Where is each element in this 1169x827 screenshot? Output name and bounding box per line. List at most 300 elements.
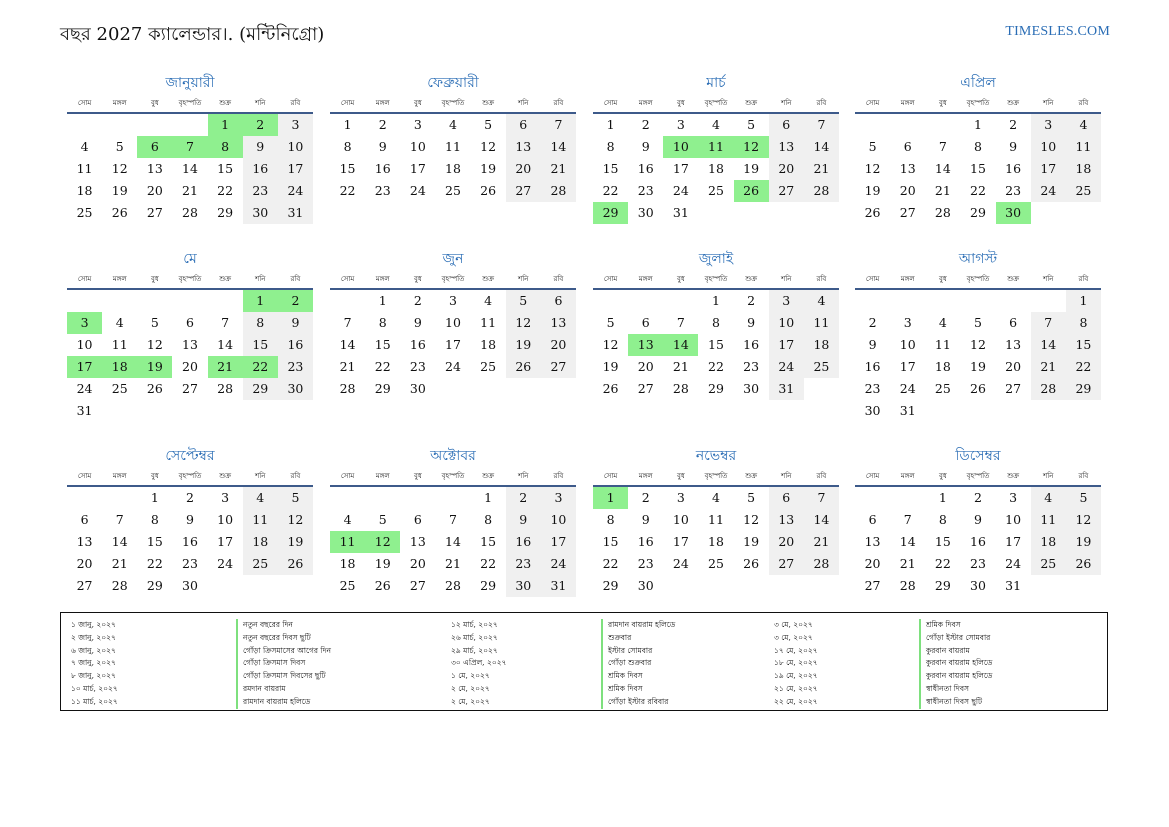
day-cell[interactable]: 21: [899, 556, 916, 571]
day-cell[interactable]: 21: [445, 556, 461, 571]
day-cell[interactable]: 14: [217, 337, 234, 352]
day-cell[interactable]: 29: [708, 381, 724, 396]
day-cell[interactable]: 19: [970, 359, 986, 374]
day-cell[interactable]: 17: [445, 337, 461, 352]
day-cell[interactable]: 4: [484, 293, 493, 308]
holiday-day-cell[interactable]: 26: [734, 180, 769, 202]
day-cell[interactable]: 27: [76, 578, 93, 593]
day-cell[interactable]: 16: [637, 534, 654, 549]
day-cell[interactable]: 6: [541, 290, 576, 312]
day-cell[interactable]: 17: [672, 161, 689, 176]
day-cell[interactable]: 5: [378, 512, 387, 527]
day-cell[interactable]: 18: [804, 334, 839, 356]
day-cell[interactable]: 4: [712, 490, 720, 505]
day-cell[interactable]: 24: [672, 183, 689, 198]
day-cell[interactable]: 4: [804, 290, 839, 312]
day-cell[interactable]: 9: [1009, 139, 1018, 154]
day-cell[interactable]: 19: [743, 161, 760, 176]
day-cell[interactable]: 12: [480, 139, 497, 154]
day-cell[interactable]: 24: [899, 381, 916, 396]
holiday-day-cell[interactable]: 29: [593, 202, 628, 224]
holiday-day-cell[interactable]: 1: [243, 290, 278, 312]
day-cell[interactable]: 25: [708, 183, 724, 198]
day-cell[interactable]: 8: [243, 312, 278, 334]
day-cell[interactable]: 1: [606, 117, 615, 132]
day-cell[interactable]: 8: [484, 512, 493, 527]
day-cell[interactable]: 22: [602, 556, 619, 571]
day-cell[interactable]: 5: [278, 487, 313, 509]
day-cell[interactable]: 25: [76, 205, 93, 220]
day-cell[interactable]: 26: [480, 183, 497, 198]
day-cell[interactable]: 23: [409, 359, 426, 374]
day-cell[interactable]: 24: [1005, 556, 1022, 571]
day-cell[interactable]: 8: [606, 139, 615, 154]
day-cell[interactable]: 27: [864, 578, 881, 593]
day-cell[interactable]: 14: [804, 136, 839, 158]
day-cell[interactable]: 23: [970, 556, 986, 571]
day-cell[interactable]: 15: [374, 337, 391, 352]
day-cell[interactable]: 4: [343, 512, 352, 527]
day-cell[interactable]: 20: [1005, 359, 1022, 374]
day-cell[interactable]: 12: [864, 161, 881, 176]
holiday-day-cell[interactable]: 13: [628, 334, 663, 356]
day-cell[interactable]: 28: [182, 205, 198, 220]
day-cell[interactable]: 23: [864, 381, 881, 396]
day-cell[interactable]: 16: [409, 337, 426, 352]
day-cell[interactable]: 19: [506, 334, 541, 356]
day-cell[interactable]: 26: [146, 381, 163, 396]
day-cell[interactable]: 21: [672, 359, 689, 374]
day-cell[interactable]: 27: [409, 578, 426, 593]
day-cell[interactable]: 16: [374, 161, 391, 176]
day-cell[interactable]: 16: [243, 158, 278, 180]
day-cell[interactable]: 20: [769, 531, 804, 553]
day-cell[interactable]: 30: [182, 578, 198, 593]
day-cell[interactable]: 2: [747, 293, 756, 308]
day-cell[interactable]: 2: [641, 490, 650, 505]
holiday-day-cell[interactable]: 2: [278, 290, 313, 312]
day-cell[interactable]: 1: [974, 117, 982, 132]
day-cell[interactable]: 7: [676, 315, 685, 330]
holiday-day-cell[interactable]: 14: [663, 334, 698, 356]
day-cell[interactable]: 28: [339, 381, 356, 396]
day-cell[interactable]: 16: [864, 359, 881, 374]
day-cell[interactable]: 2: [868, 315, 877, 330]
day-cell[interactable]: 2: [186, 490, 194, 505]
day-cell[interactable]: 28: [899, 578, 916, 593]
day-cell[interactable]: 24: [445, 359, 461, 374]
day-cell[interactable]: 26: [743, 556, 760, 571]
day-cell[interactable]: 4: [80, 139, 89, 154]
day-cell[interactable]: 8: [938, 512, 947, 527]
day-cell[interactable]: 21: [541, 158, 576, 180]
day-cell[interactable]: 31: [76, 403, 93, 418]
day-cell[interactable]: 2: [1009, 117, 1018, 132]
day-cell[interactable]: 6: [868, 512, 877, 527]
day-cell[interactable]: 30: [637, 578, 654, 593]
day-cell[interactable]: 25: [339, 578, 356, 593]
day-cell[interactable]: 9: [378, 139, 387, 154]
day-cell[interactable]: 1: [150, 490, 159, 505]
day-cell[interactable]: 23: [278, 356, 313, 378]
holiday-day-cell[interactable]: 7: [172, 136, 207, 158]
day-cell[interactable]: 19: [743, 534, 760, 549]
day-cell[interactable]: 6: [80, 512, 89, 527]
holiday-day-cell[interactable]: 30: [996, 202, 1031, 224]
day-cell[interactable]: 28: [217, 381, 234, 396]
day-cell[interactable]: 28: [445, 578, 461, 593]
day-cell[interactable]: 7: [115, 512, 124, 527]
day-cell[interactable]: 30: [243, 202, 278, 224]
day-cell[interactable]: 11: [480, 315, 497, 330]
day-cell[interactable]: 30: [864, 403, 881, 418]
day-cell[interactable]: 19: [602, 359, 619, 374]
day-cell[interactable]: 27: [146, 205, 163, 220]
day-cell[interactable]: 6: [1009, 315, 1018, 330]
day-cell[interactable]: 5: [974, 315, 982, 330]
day-cell[interactable]: 30: [278, 378, 313, 400]
day-cell[interactable]: 8: [150, 512, 159, 527]
day-cell[interactable]: 4: [712, 117, 720, 132]
day-cell[interactable]: 16: [970, 534, 986, 549]
day-cell[interactable]: 21: [804, 158, 839, 180]
day-cell[interactable]: 20: [506, 158, 541, 180]
day-cell[interactable]: 8: [606, 512, 615, 527]
day-cell[interactable]: 3: [413, 117, 422, 132]
day-cell[interactable]: 26: [602, 381, 619, 396]
day-cell[interactable]: 29: [217, 205, 234, 220]
day-cell[interactable]: 30: [743, 381, 760, 396]
day-cell[interactable]: 27: [769, 553, 804, 575]
day-cell[interactable]: 14: [445, 534, 461, 549]
day-cell[interactable]: 26: [864, 205, 881, 220]
day-cell[interactable]: 5: [606, 315, 615, 330]
day-cell[interactable]: 15: [1066, 334, 1101, 356]
day-cell[interactable]: 18: [934, 359, 951, 374]
day-cell[interactable]: 7: [938, 139, 947, 154]
day-cell[interactable]: 11: [1066, 136, 1101, 158]
day-cell[interactable]: 3: [1031, 114, 1066, 136]
day-cell[interactable]: 17: [278, 158, 313, 180]
day-cell[interactable]: 25: [445, 183, 461, 198]
day-cell[interactable]: 28: [541, 180, 576, 202]
day-cell[interactable]: 4: [449, 117, 457, 132]
day-cell[interactable]: 16: [506, 531, 541, 553]
day-cell[interactable]: 19: [480, 161, 497, 176]
holiday-day-cell[interactable]: 8: [208, 136, 243, 158]
day-cell[interactable]: 3: [676, 117, 685, 132]
day-cell[interactable]: 4: [1031, 487, 1066, 509]
day-cell[interactable]: 14: [541, 136, 576, 158]
day-cell[interactable]: 14: [111, 534, 128, 549]
holiday-day-cell[interactable]: 2: [243, 114, 278, 136]
day-cell[interactable]: 5: [506, 290, 541, 312]
holiday-day-cell[interactable]: 18: [102, 356, 137, 378]
day-cell[interactable]: 2: [378, 117, 387, 132]
day-cell[interactable]: 3: [903, 315, 912, 330]
day-cell[interactable]: 26: [111, 205, 128, 220]
day-cell[interactable]: 23: [743, 359, 760, 374]
day-cell[interactable]: 4: [1066, 114, 1101, 136]
day-cell[interactable]: 1: [712, 293, 720, 308]
day-cell[interactable]: 10: [769, 312, 804, 334]
day-cell[interactable]: 7: [541, 114, 576, 136]
day-cell[interactable]: 20: [409, 556, 426, 571]
day-cell[interactable]: 10: [899, 337, 916, 352]
day-cell[interactable]: 2: [413, 293, 422, 308]
day-cell[interactable]: 16: [743, 337, 760, 352]
day-cell[interactable]: 11: [76, 161, 93, 176]
day-cell[interactable]: 10: [278, 136, 313, 158]
day-cell[interactable]: 6: [641, 315, 650, 330]
day-cell[interactable]: 26: [278, 553, 313, 575]
day-cell[interactable]: 3: [1009, 490, 1018, 505]
holiday-day-cell[interactable]: 10: [663, 136, 698, 158]
day-cell[interactable]: 27: [899, 205, 916, 220]
day-cell[interactable]: 22: [146, 556, 163, 571]
day-cell[interactable]: 25: [111, 381, 128, 396]
day-cell[interactable]: 16: [637, 161, 654, 176]
day-cell[interactable]: 13: [864, 534, 881, 549]
day-cell[interactable]: 20: [76, 556, 93, 571]
day-cell[interactable]: 19: [278, 531, 313, 553]
day-cell[interactable]: 3: [769, 290, 804, 312]
day-cell[interactable]: 15: [217, 161, 234, 176]
day-cell[interactable]: 31: [541, 575, 576, 597]
day-cell[interactable]: 7: [1031, 312, 1066, 334]
day-cell[interactable]: 12: [970, 337, 986, 352]
day-cell[interactable]: 4: [243, 487, 278, 509]
day-cell[interactable]: 22: [339, 183, 356, 198]
day-cell[interactable]: 17: [541, 531, 576, 553]
day-cell[interactable]: 5: [150, 315, 159, 330]
day-cell[interactable]: 15: [934, 534, 951, 549]
day-cell[interactable]: 18: [339, 556, 356, 571]
day-cell[interactable]: 23: [182, 556, 198, 571]
day-cell[interactable]: 20: [899, 183, 916, 198]
day-cell[interactable]: 27: [182, 381, 198, 396]
day-cell[interactable]: 25: [243, 553, 278, 575]
day-cell[interactable]: 11: [243, 509, 278, 531]
day-cell[interactable]: 6: [186, 315, 194, 330]
day-cell[interactable]: 25: [480, 359, 497, 374]
day-cell[interactable]: 22: [1066, 356, 1101, 378]
day-cell[interactable]: 4: [115, 315, 124, 330]
day-cell[interactable]: 20: [864, 556, 881, 571]
day-cell[interactable]: 18: [1066, 158, 1101, 180]
day-cell[interactable]: 15: [602, 534, 619, 549]
day-cell[interactable]: 30: [409, 381, 426, 396]
day-cell[interactable]: 29: [970, 205, 986, 220]
day-cell[interactable]: 8: [343, 139, 352, 154]
day-cell[interactable]: 5: [747, 117, 756, 132]
day-cell[interactable]: 12: [1066, 509, 1101, 531]
day-cell[interactable]: 3: [278, 114, 313, 136]
day-cell[interactable]: 5: [747, 490, 756, 505]
day-cell[interactable]: 10: [1005, 512, 1022, 527]
day-cell[interactable]: 24: [76, 381, 93, 396]
day-cell[interactable]: 9: [641, 512, 650, 527]
day-cell[interactable]: 17: [217, 534, 234, 549]
day-cell[interactable]: 22: [480, 556, 497, 571]
day-cell[interactable]: 22: [708, 359, 724, 374]
day-cell[interactable]: 13: [146, 161, 163, 176]
day-cell[interactable]: 18: [1031, 531, 1066, 553]
day-cell[interactable]: 10: [1031, 136, 1066, 158]
day-cell[interactable]: 12: [743, 512, 760, 527]
day-cell[interactable]: 17: [409, 161, 426, 176]
day-cell[interactable]: 7: [343, 315, 352, 330]
day-cell[interactable]: 23: [243, 180, 278, 202]
holiday-day-cell[interactable]: 12: [734, 136, 769, 158]
day-cell[interactable]: 13: [76, 534, 93, 549]
day-cell[interactable]: 12: [506, 312, 541, 334]
day-cell[interactable]: 8: [378, 315, 387, 330]
day-cell[interactable]: 19: [111, 183, 128, 198]
day-cell[interactable]: 13: [182, 337, 198, 352]
day-cell[interactable]: 31: [899, 403, 916, 418]
day-cell[interactable]: 27: [541, 356, 576, 378]
day-cell[interactable]: 13: [769, 509, 804, 531]
holiday-day-cell[interactable]: 1: [593, 487, 628, 509]
day-cell[interactable]: 8: [1066, 312, 1101, 334]
day-cell[interactable]: 28: [804, 553, 839, 575]
day-cell[interactable]: 21: [804, 531, 839, 553]
day-cell[interactable]: 17: [769, 334, 804, 356]
day-cell[interactable]: 5: [868, 139, 877, 154]
day-cell[interactable]: 25: [934, 381, 951, 396]
day-cell[interactable]: 18: [480, 337, 497, 352]
day-cell[interactable]: 9: [243, 136, 278, 158]
day-cell[interactable]: 14: [804, 509, 839, 531]
day-cell[interactable]: 5: [1066, 487, 1101, 509]
day-cell[interactable]: 23: [637, 556, 654, 571]
day-cell[interactable]: 23: [637, 183, 654, 198]
day-cell[interactable]: 21: [111, 556, 128, 571]
day-cell[interactable]: 7: [221, 315, 230, 330]
day-cell[interactable]: 11: [708, 512, 724, 527]
day-cell[interactable]: 11: [1031, 509, 1066, 531]
day-cell[interactable]: 15: [602, 161, 619, 176]
day-cell[interactable]: 25: [1066, 180, 1101, 202]
day-cell[interactable]: 18: [708, 161, 724, 176]
day-cell[interactable]: 3: [541, 487, 576, 509]
day-cell[interactable]: 5: [484, 117, 493, 132]
day-cell[interactable]: 20: [637, 359, 654, 374]
day-cell[interactable]: 16: [182, 534, 198, 549]
day-cell[interactable]: 24: [672, 556, 689, 571]
day-cell[interactable]: 26: [506, 356, 541, 378]
day-cell[interactable]: 17: [672, 534, 689, 549]
holiday-day-cell[interactable]: 12: [365, 531, 400, 553]
holiday-day-cell[interactable]: 11: [698, 136, 733, 158]
day-cell[interactable]: 26: [374, 578, 391, 593]
day-cell[interactable]: 1: [484, 490, 493, 505]
day-cell[interactable]: 28: [804, 180, 839, 202]
day-cell[interactable]: 30: [970, 578, 986, 593]
day-cell[interactable]: 20: [541, 334, 576, 356]
day-cell[interactable]: 10: [445, 315, 461, 330]
day-cell[interactable]: 9: [278, 312, 313, 334]
day-cell[interactable]: 22: [374, 359, 391, 374]
day-cell[interactable]: 6: [413, 512, 422, 527]
day-cell[interactable]: 14: [934, 161, 951, 176]
day-cell[interactable]: 1: [378, 293, 387, 308]
day-cell[interactable]: 13: [541, 312, 576, 334]
holiday-day-cell[interactable]: 22: [243, 356, 278, 378]
day-cell[interactable]: 1: [1066, 290, 1101, 312]
day-cell[interactable]: 29: [243, 378, 278, 400]
day-cell[interactable]: 19: [1066, 531, 1101, 553]
day-cell[interactable]: 13: [409, 534, 426, 549]
day-cell[interactable]: 1: [938, 490, 947, 505]
day-cell[interactable]: 16: [278, 334, 313, 356]
day-cell[interactable]: 24: [1031, 180, 1066, 202]
day-cell[interactable]: 17: [1031, 158, 1066, 180]
holiday-day-cell[interactable]: 21: [208, 356, 243, 378]
day-cell[interactable]: 11: [934, 337, 951, 352]
day-cell[interactable]: 2: [506, 487, 541, 509]
day-cell[interactable]: 2: [641, 117, 650, 132]
day-cell[interactable]: 9: [974, 512, 982, 527]
day-cell[interactable]: 29: [1066, 378, 1101, 400]
day-cell[interactable]: 25: [708, 556, 724, 571]
day-cell[interactable]: 27: [769, 180, 804, 202]
day-cell[interactable]: 21: [934, 183, 951, 198]
day-cell[interactable]: 23: [1005, 183, 1022, 198]
day-cell[interactable]: 16: [1005, 161, 1022, 176]
day-cell[interactable]: 6: [769, 114, 804, 136]
day-cell[interactable]: 21: [1031, 356, 1066, 378]
day-cell[interactable]: 12: [111, 161, 128, 176]
day-cell[interactable]: 13: [899, 161, 916, 176]
day-cell[interactable]: 15: [708, 337, 724, 352]
day-cell[interactable]: 9: [641, 139, 650, 154]
day-cell[interactable]: 14: [339, 337, 356, 352]
day-cell[interactable]: 11: [804, 312, 839, 334]
day-cell[interactable]: 10: [409, 139, 426, 154]
day-cell[interactable]: 9: [413, 315, 422, 330]
day-cell[interactable]: 9: [747, 315, 756, 330]
day-cell[interactable]: 5: [115, 139, 124, 154]
day-cell[interactable]: 15: [480, 534, 497, 549]
day-cell[interactable]: 22: [934, 556, 951, 571]
day-cell[interactable]: 18: [243, 531, 278, 553]
day-cell[interactable]: 19: [864, 183, 881, 198]
day-cell[interactable]: 14: [1031, 334, 1066, 356]
day-cell[interactable]: 14: [899, 534, 916, 549]
day-cell[interactable]: 15: [970, 161, 986, 176]
day-cell[interactable]: 25: [1031, 553, 1066, 575]
day-cell[interactable]: 8: [712, 315, 720, 330]
holiday-day-cell[interactable]: 1: [208, 114, 243, 136]
day-cell[interactable]: 29: [146, 578, 163, 593]
day-cell[interactable]: 20: [769, 158, 804, 180]
day-cell[interactable]: 21: [182, 183, 198, 198]
day-cell[interactable]: 13: [1005, 337, 1022, 352]
day-cell[interactable]: 29: [602, 578, 619, 593]
day-cell[interactable]: 31: [278, 202, 313, 224]
day-cell[interactable]: 10: [672, 512, 689, 527]
day-cell[interactable]: 29: [934, 578, 951, 593]
day-cell[interactable]: 18: [445, 161, 461, 176]
day-cell[interactable]: 6: [506, 114, 541, 136]
day-cell[interactable]: 12: [278, 509, 313, 531]
day-cell[interactable]: 11: [445, 139, 461, 154]
day-cell[interactable]: 7: [804, 114, 839, 136]
day-cell[interactable]: 4: [938, 315, 947, 330]
day-cell[interactable]: 13: [506, 136, 541, 158]
